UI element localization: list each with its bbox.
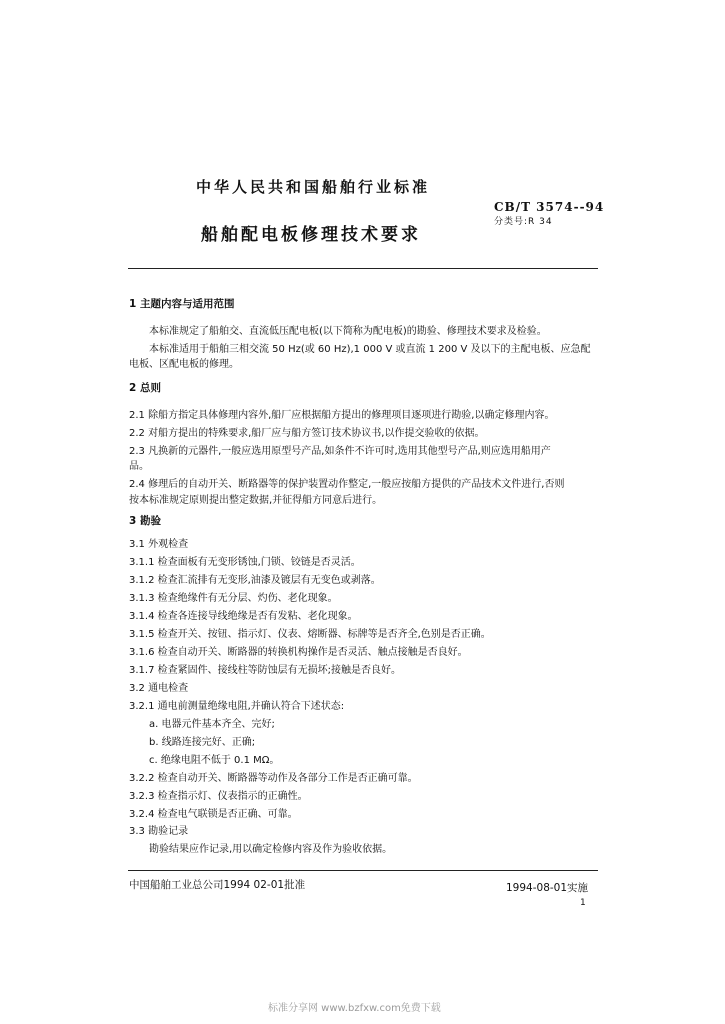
footer-rule [128,870,598,871]
clause-line: 3.1 外观检查 [129,539,189,550]
body-line: 本标准规定了船舶交、直流低压配电板(以下简称为配电板)的勘验、修理技术要求及检验。 [149,326,547,337]
header-rule [128,268,598,269]
clause-line: 3.2 通电检查 [129,683,189,694]
section-heading: 2 总则 [129,382,161,394]
clause-line: 按本标准规定原则提出整定数据,并征得船方同意后进行。 [129,495,383,506]
clause-line: 3.1.2 检查汇流排有无变形,油漆及镀层有无变色或剥落。 [129,575,381,586]
body-line: 本标准适用于船舶三相交流 50 Hz(或 60 Hz),1 000 V 或直流 1 200 V 及以下的主配电板、应急配 [149,344,591,355]
approval-note: 中国船舶工业总公司1994 02-01批准 [129,879,306,891]
clause-line: 3.1.7 检查紧固件、接线柱等防蚀层有无损坏;接触是否良好。 [129,665,401,676]
standard-header: 中华人民共和国船舶行业标准 [196,178,431,196]
clause-line: 品。 [129,461,149,472]
clause-line: 2.4 修理后的自动开关、断路器等的保护装置动作整定,一般应按船方提供的产品技术文件进行,否则 [129,479,565,490]
watermark: 标准分享网 www.bzfxw.com免费下载 [268,1003,441,1014]
standard-code: CB/T 3574--94 [494,200,605,214]
list-item: a. 电器元件基本齐全、完好; [149,719,275,730]
clause-line: 3.3 勘验记录 [129,826,189,837]
clause-line: 3.1.1 检查面板有无变形锈蚀,门锁、铰链是否灵活。 [129,557,361,568]
classification-number: 分类号:R 34 [494,217,553,227]
implementation-date: 1994-08-01实施 [506,882,589,894]
section-heading: 3 勘验 [129,515,161,527]
list-item: c. 绝缘电阻不低于 0.1 MΩ。 [149,755,280,766]
document-title: 船舶配电板修理技术要求 [201,225,421,245]
clause-line: 2.3 凡换新的元器件,一般应选用原型号产品,如条件不许可时,选用其他型号产品,则应选用船用产 [129,446,551,457]
body-line: 电板、区配电板的修理。 [129,359,239,370]
clause-line: 3.2.1 通电前测量绝缘电阻,并确认符合下述状态: [129,701,345,712]
list-item: b. 线路连接完好、正确; [149,737,256,748]
body-line: 勘验结果应作记录,用以确定检修内容及作为验收依据。 [149,844,393,855]
page-number: 1 [580,898,586,908]
clause-line: 2.1 除船方指定具体修理内容外,船厂应根据船方提出的修理项目逐项进行勘验,以确定修理内容。 [129,410,555,421]
clause-line: 2.2 对船方提出的特殊要求,船厂应与船方签订技术协议书,以作提交验收的依据。 [129,428,485,439]
clause-line: 3.1.5 检查开关、按钮、指示灯、仪表、熔断器、标牌等是否齐全,色别是否正确。 [129,629,491,640]
clause-line: 3.2.3 检查指示灯、仪表指示的正确性。 [129,791,308,802]
section-heading: 1 主题内容与适用范围 [129,298,235,310]
clause-line: 3.1.4 检查各连接导线绝缘是否有发粘、老化现象。 [129,611,358,622]
clause-line: 3.1.6 检查自动开关、断路器的转换机构操作是否灵活、触点接触是否良好。 [129,647,468,658]
clause-line: 3.2.2 检查自动开关、断路器等动作及各部分工作是否正确可靠。 [129,773,418,784]
clause-line: 3.2.4 检查电气联锁是否正确、可靠。 [129,809,298,820]
clause-line: 3.1.3 检查绝缘件有无分层、灼伤、老化现象。 [129,593,338,604]
